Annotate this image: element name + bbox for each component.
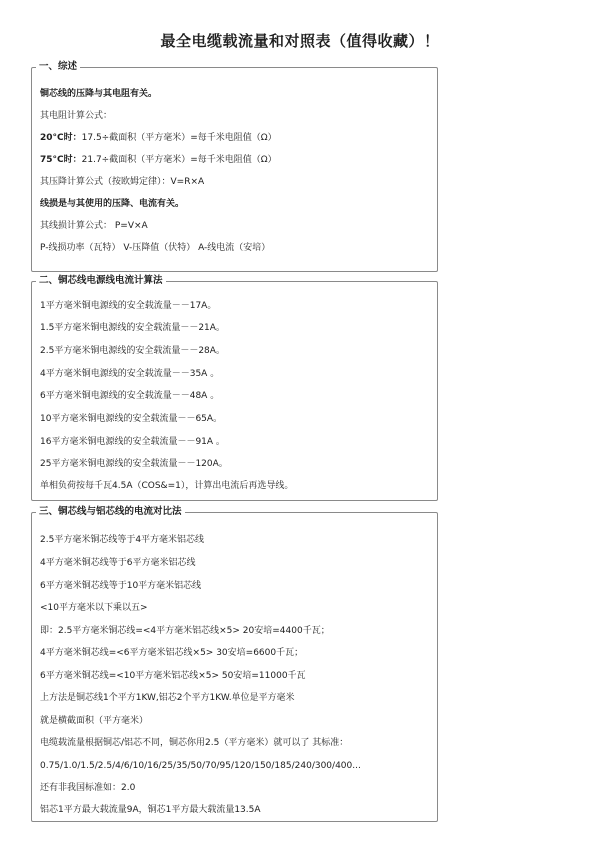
text-line-with-label — [40, 154, 277, 166]
section-overview — [31, 61, 438, 272]
line-label: 75°C时： — [40, 155, 82, 165]
text-line: 2.5平方毫米铜芯线等于4平方毫米铝芯线 — [40, 535, 205, 545]
text-line: 0.75/1.0/1.5/2.5/4/6/10/16/25/35/50/70/95/120/150/185/240/300/400... — [40, 761, 361, 771]
text-line: P-线损功率（瓦特） V-压降值（伏特） A-线电流（安培） — [40, 243, 271, 253]
line-label: 20°C时： — [40, 133, 82, 143]
text-line: 4平方毫米铜芯线等于6平方毫米铝芯线 — [40, 558, 196, 568]
text-line: 4平方毫米铜芯线=<6平方毫米铝芯线×5> 30安培=6600千瓦； — [40, 648, 304, 658]
text-line: 线损是与其使用的压降、电流有关。 — [40, 199, 185, 209]
text-line: 上方法是铜芯线1个平方1KW,铝芯2个平方1KW.单位是平方毫米 — [40, 693, 295, 703]
section-title: 二、铜芯线电源线电流计算法 — [36, 274, 166, 288]
text-line: 6平方毫米铜芯线等于10平方毫米铝芯线 — [40, 581, 202, 591]
text-line: 16平方毫米铜电源线的安全载流量－－91A 。 — [40, 437, 225, 447]
line-text: 17.5÷截面积（平方毫米）=每千米电阻值（Ω） — [81, 133, 277, 143]
text-line: 1平方毫米铜电源线的安全载流量－－17A。 — [40, 301, 217, 311]
text-line: 铜芯线的压降与其电阻有关。 — [40, 89, 158, 99]
text-line: 6平方毫米铜芯线=<10平方毫米铝芯线×5> 50安培=11000千瓦 — [40, 671, 306, 681]
text-line: 电缆载流量根据铜芯/铝芯不同，铜芯你用2.5（平方毫米）就可以了 其标准： — [40, 738, 349, 748]
text-line: 就是横截面积（平方毫米） — [40, 716, 149, 726]
text-line-with-label — [40, 132, 277, 144]
text-line: <10平方毫米以下乘以五> — [40, 603, 148, 613]
section-copper-current — [31, 275, 438, 501]
text-line: 其电阻计算公式： — [40, 111, 113, 121]
section-copper-aluminum-compare — [31, 506, 438, 822]
text-line: 10平方毫米铜电源线的安全载流量－－65A。 — [40, 414, 223, 424]
text-line: 4平方毫米铜电源线的安全载流量－－35A 。 — [40, 369, 220, 379]
text-line: 单相负荷按每千瓦4.5A（COS&=1），计算出电流后再选导线。 — [40, 481, 294, 491]
text-line: 25平方毫米铜电源线的安全载流量－－120A。 — [40, 459, 228, 469]
page-title: 最全电缆载流量和对照表（值得收藏）！ — [160, 32, 440, 50]
section-title: 三、铜芯线与铝芯线的电流对比法 — [36, 505, 185, 519]
text-line: 还有非我国标准如：2.0 — [40, 783, 136, 793]
text-line: 1.5平方毫米铜电源线的安全载流量－－21A。 — [40, 323, 225, 333]
text-line: 其线损计算公式： P=V×A — [40, 221, 148, 231]
section-title: 一、综述 — [36, 60, 80, 74]
text-line: 2.5平方毫米铜电源线的安全载流量－－28A。 — [40, 346, 225, 356]
text-line: 铝芯1平方最大载流量9A，铜芯1平方最大载流量13.5A — [40, 805, 261, 815]
text-line: 其压降计算公式（按欧姆定律）：V=R×A — [40, 177, 205, 187]
line-text: 21.7÷截面积（平方毫米）=每千米电阻值（Ω） — [81, 155, 277, 165]
text-line: 6平方毫米铜电源线的安全载流量－－48A 。 — [40, 391, 220, 401]
text-line: 即：2.5平方毫米铜芯线=<4平方毫米铝芯线×5> 20安培=4400千瓦； — [40, 626, 330, 636]
